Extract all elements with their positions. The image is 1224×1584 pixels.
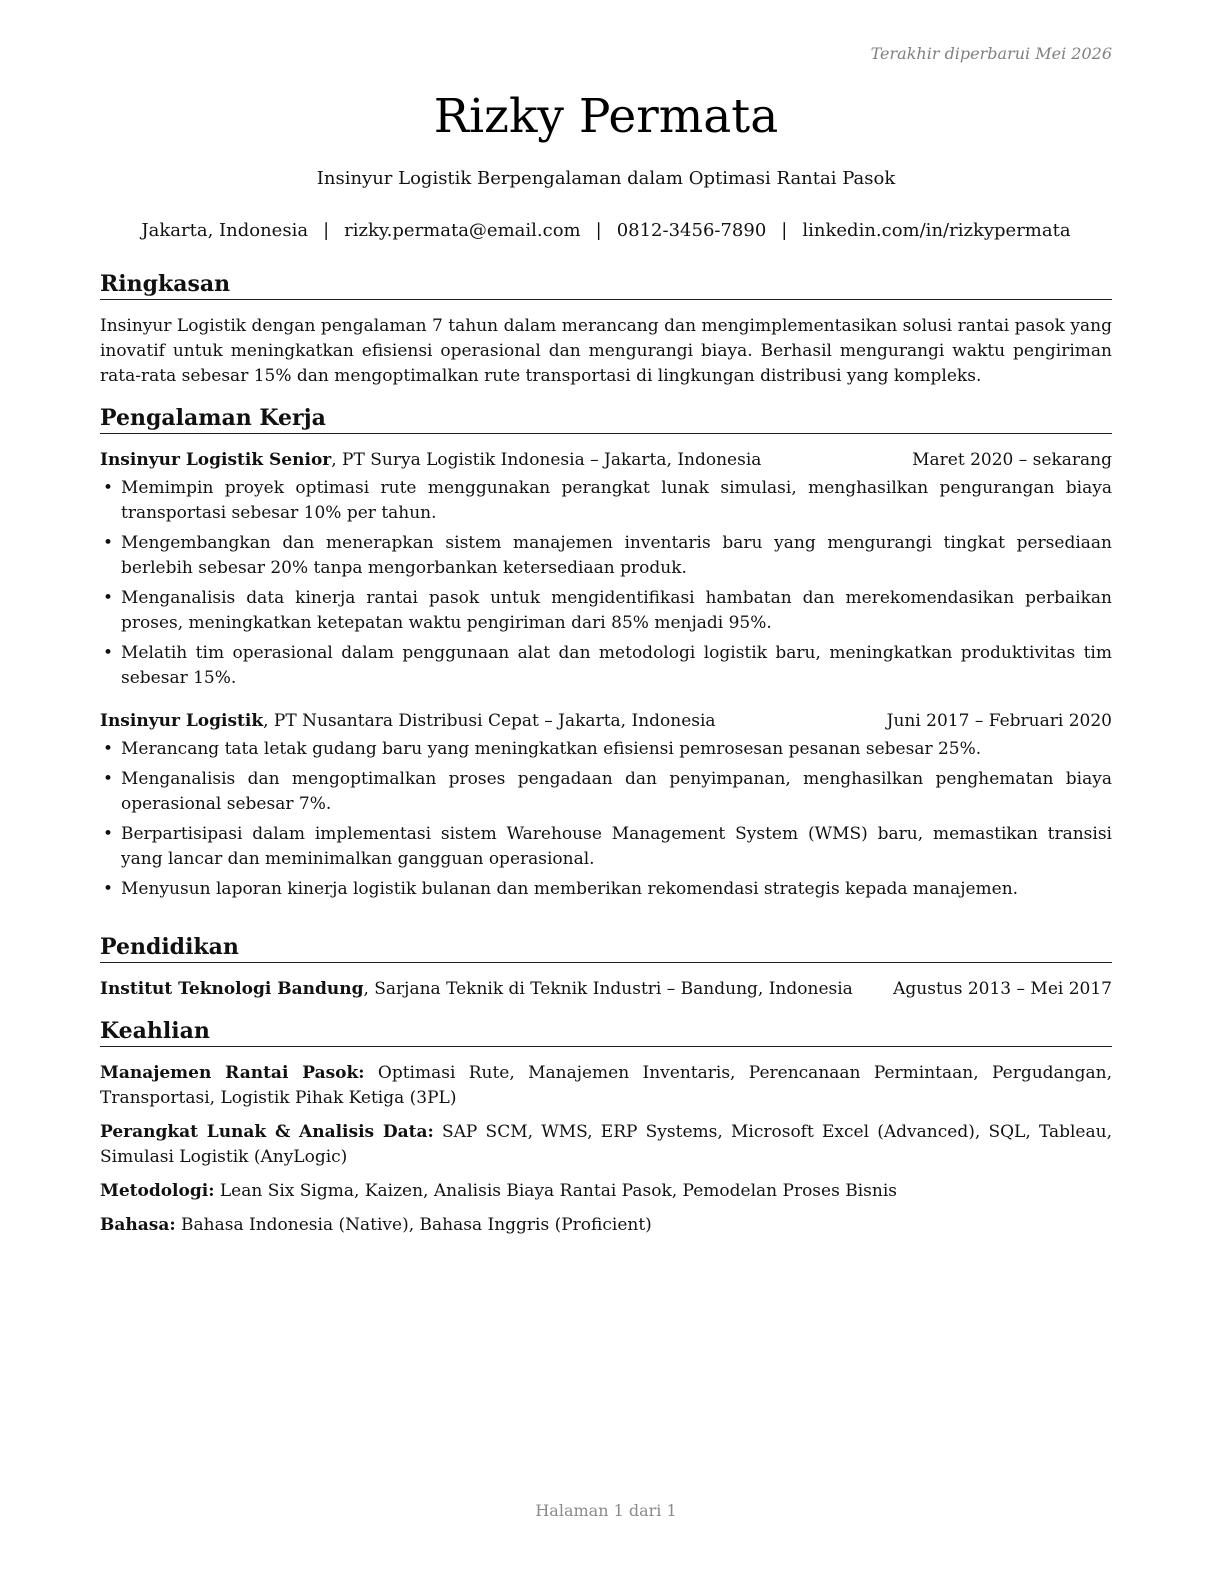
contact-location: Jakarta, Indonesia: [141, 220, 309, 241]
job-bullet: • Menganalisis data kinerja rantai pasok untuk mengidentifikasi hambatan dan merekomendasikan perbaikan proses, meningkatkan ketepatan waktu pengiriman dari 85% menjadi 95%.: [100, 586, 1112, 636]
contact-email[interactable]: rizky.permata@email.com: [344, 220, 581, 241]
candidate-tagline: Insinyur Logistik Berpengalaman dalam Optimasi Rantai Pasok: [316, 168, 896, 189]
job-company: , PT Nusantara Distribusi Cepat – Jakarta, Indonesia: [263, 711, 716, 731]
contact-separator: |: [323, 220, 330, 241]
skill-value: Optimasi Rute, Manajemen Inventaris, Perencanaan Permintaan, Pergudangan, Transportasi, Logistik Pihak Ketiga (3PL): [100, 1063, 1112, 1108]
skill-row: [100, 1061, 1112, 1111]
education-title-line: [100, 977, 853, 1001]
page-number-footer: Halaman 1 dari 1: [535, 1501, 677, 1520]
job-bullet: • Menganalisis dan mengoptimalkan proses pengadaan dan penyimpanan, menghasilkan penghematan biaya operasional sebesar 7%.: [100, 767, 1112, 817]
job-title-line: [100, 709, 716, 733]
contact-separator: |: [595, 220, 602, 241]
skill-label: Manajemen Rantai Pasok:: [100, 1063, 365, 1083]
skill-value: Lean Six Sigma, Kaizen, Analisis Biaya Rantai Pasok, Pemodelan Proses Bisnis: [214, 1181, 897, 1201]
skills-section: [100, 1017, 1112, 1238]
skill-label: Bahasa:: [100, 1215, 176, 1235]
education-degree: , Sarjana Teknik di Teknik Industri – Bandung, Indonesia: [363, 979, 853, 999]
job-bullet: • Berpartisipasi dalam implementasi sistem Warehouse Management System (WMS) baru, memastikan transisi yang lancar dan meminimalkan gangguan operasional.: [100, 822, 1112, 872]
education-dates: Agustus 2013 – Mei 2017: [893, 979, 1112, 999]
skill-value: SAP SCM, WMS, ERP Systems, Microsoft Excel (Advanced), SQL, Tableau, Simulasi Logistik (AnyLogic): [100, 1122, 1112, 1167]
job-bullet: • Memimpin proyek optimasi rute menggunakan perangkat lunak simulasi, menghasilkan pengurangan biaya transportasi sebesar 10% per tahun.: [100, 476, 1112, 526]
job-bullet: • Melatih tim operasional dalam penggunaan alat dan metodologi logistik baru, meningkatkan produktivitas tim sebesar 15%.: [100, 641, 1112, 691]
job-bullet: • Mengembangkan dan menerapkan sistem manajemen inventaris baru yang mengurangi tingkat persediaan berlebih sebesar 20% tanpa mengorbankan ketersediaan produk.: [100, 531, 1112, 581]
contact-phone: 0812-3456-7890: [616, 220, 767, 241]
job-bullet-list: [100, 476, 1112, 691]
summary-section: [100, 270, 1112, 389]
contact-linkedin[interactable]: linkedin.com/in/rizkypermata: [802, 220, 1071, 241]
skill-row: [100, 1120, 1112, 1170]
resume-page: [100, 0, 1112, 1584]
education-entry: [100, 977, 1112, 1001]
education-institution: Institut Teknologi Bandung: [100, 979, 364, 999]
job-company: , PT Surya Logistik Indonesia – Jakarta, Indonesia: [331, 450, 762, 470]
job-title-line: [100, 448, 761, 472]
skill-value: Bahasa Indonesia (Native), Bahasa Inggris (Proficient): [175, 1215, 652, 1235]
experience-section: [100, 404, 1112, 907]
job-header: [100, 448, 1112, 472]
candidate-name: Rizky Permata: [433, 89, 779, 144]
job-role: Insinyur Logistik: [100, 711, 264, 731]
job-bullet: • Menyusun laporan kinerja logistik bulanan dan memberikan rekomendasi strategis kepada manajemen.: [100, 877, 1112, 902]
section-title-education: Pendidikan: [100, 933, 1112, 963]
job-dates: Maret 2020 – sekarang: [912, 450, 1112, 470]
education-section: [100, 933, 1112, 1001]
skill-label: Metodologi:: [100, 1181, 215, 1201]
section-title-skills: Keahlian: [100, 1017, 1112, 1047]
job-header: [100, 709, 1112, 733]
section-title-experience: Pengalaman Kerja: [100, 404, 1112, 434]
summary-text: Insinyur Logistik dengan pengalaman 7 tahun dalam merancang dan mengimplementasikan solusi rantai pasok yang inovatif untuk meningkatkan efisiensi operasional dan mengurangi biaya. Berhasil mengurangi waktu pengiriman rata-rata sebesar 15% dan mengoptimalkan rute transportasi di lingkungan distribusi yang kompleks.: [100, 316, 1112, 386]
skill-row: [100, 1179, 1112, 1204]
job-dates: Juni 2017 – Februari 2020: [886, 711, 1112, 731]
job-role: Insinyur Logistik Senior: [100, 450, 332, 470]
job-bullet-list: [100, 737, 1112, 902]
job-bullet: • Merancang tata letak gudang baru yang meningkatkan efisiensi pemrosesan pesanan sebesar 25%.: [100, 737, 1112, 762]
contact-line: [100, 219, 1112, 243]
skill-row: [100, 1213, 1112, 1238]
last-updated-note: Terakhir diperbarui Mei 2026: [870, 44, 1112, 63]
contact-separator: |: [781, 220, 788, 241]
skill-label: Perangkat Lunak & Analisis Data:: [100, 1122, 434, 1142]
section-title-summary: Ringkasan: [100, 270, 1112, 300]
